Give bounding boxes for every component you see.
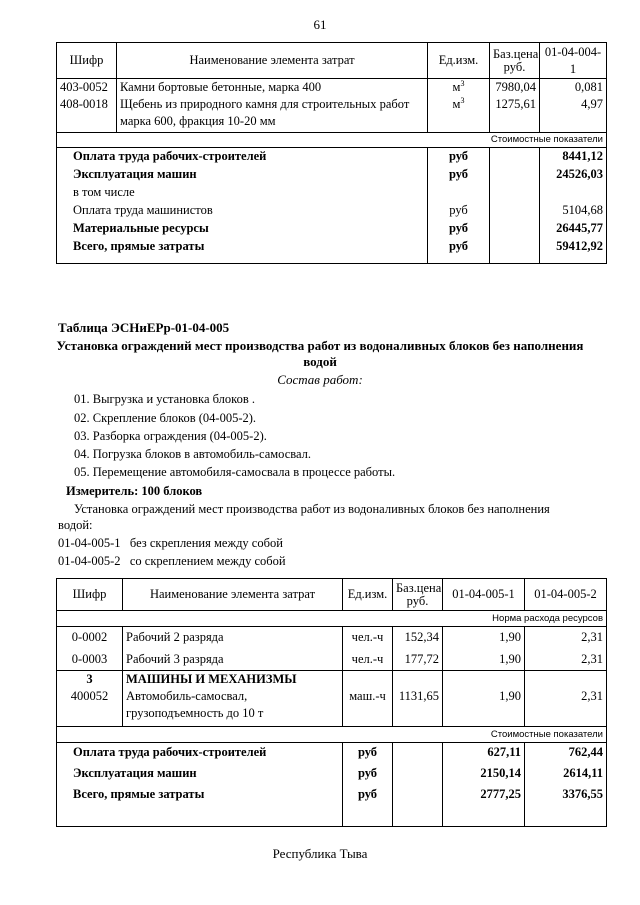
page-footer: Республика Тыва: [272, 846, 368, 861]
variant-item: [58, 536, 283, 551]
cost-unit: [428, 184, 490, 202]
cost-row: [57, 220, 607, 238]
row-value-2: 2,31: [525, 627, 607, 649]
header-code: Шифр: [57, 579, 123, 611]
cost-label: Эксплуатация машин: [57, 763, 343, 784]
cost-value-1: 2150,14: [443, 763, 525, 784]
row-code: 0-0002: [57, 627, 123, 649]
cost-value: 59412,92: [540, 238, 607, 264]
cost-value-2: 3376,55: [525, 784, 607, 826]
cost-label: Всего, прямые затраты: [57, 784, 343, 826]
description-line1: Установка ограждений мест производства работ из водоналивных блоков без наполнения: [74, 502, 550, 516]
work-step: 03. Разборка ограждения (04-005-2).: [74, 429, 267, 443]
resource-table-1: [56, 42, 607, 264]
work-step: 05. Перемещение автомобиля-самосвала в процессе работы.: [74, 465, 396, 479]
header-name: Наименование элемента затрат: [117, 43, 428, 79]
row-value: 4,97: [540, 96, 607, 133]
row-value-2: 2,31: [525, 649, 607, 671]
row-unit: $м^3$: [428, 96, 490, 133]
variant-item: [58, 554, 286, 569]
group-name: МАШИНЫ И МЕХАНИЗМЫ: [123, 671, 343, 689]
cost-label: Оплата труда рабочих-строителей: [57, 742, 343, 763]
cost-unit: руб: [343, 784, 393, 826]
resource-table-2: [56, 578, 607, 827]
table-title: Таблица ЭСНиЕРр-01-04-005: [58, 320, 230, 335]
header-price: Баз.цена руб.: [490, 43, 540, 79]
row-code: 403-0052: [57, 79, 117, 97]
section-heading-line1: Установка ограждений мест производства работ из водоналивных блоков без наполнения: [56, 338, 584, 353]
row-unit: чел.-ч: [343, 627, 393, 649]
work-step: 02. Скрепление блоков (04-005-2).: [74, 411, 257, 425]
cost-value: 8441,12: [540, 148, 607, 166]
row-code: 0-0003: [57, 649, 123, 671]
cost-value: [540, 184, 607, 202]
row-name: Автомобиль-самосвал, грузоподъемность до 10 т: [123, 688, 343, 726]
header-unit: Ед.изм.: [428, 43, 490, 79]
header-rate-2: 01-04-005-2: [525, 579, 607, 611]
variant-text: без скрепления между собой: [129, 536, 283, 550]
cost-row: [57, 148, 607, 166]
measure-unit: Измеритель: 100 блоков: [66, 484, 203, 498]
row-name: Рабочий 3 разряда: [123, 649, 343, 671]
cost-value-2: 762,44: [525, 742, 607, 763]
cost-label: Материальные ресурсы: [57, 220, 428, 238]
variant-code: 01-04-005-1: [58, 536, 121, 550]
header-code: Шифр: [57, 43, 117, 79]
cost-label: Всего, прямые затраты: [57, 238, 428, 264]
row-value-2: 2,31: [525, 688, 607, 726]
cost-value-1: 2777,25: [443, 784, 525, 826]
variant-code: 01-04-005-2: [58, 554, 121, 568]
table-row: [57, 627, 607, 649]
row-price: 177,72: [393, 649, 443, 671]
row-price: 7980,04: [490, 79, 540, 97]
norm-section-label: Норма расхода ресурсов: [57, 611, 607, 627]
cost-value: 26445,77: [540, 220, 607, 238]
work-step: 04. Погрузка блоков в автомобиль-самосвал.: [74, 447, 312, 461]
row-unit: маш.-ч: [343, 688, 393, 726]
cost-unit: руб: [428, 166, 490, 184]
cost-unit: руб: [428, 220, 490, 238]
row-value-1: 1,90: [443, 627, 525, 649]
cost-section-label: Стоимостные показатели: [57, 133, 607, 148]
cost-section-label: Стоимостные показатели: [57, 726, 607, 742]
row-value: 0,081: [540, 79, 607, 97]
cost-unit: руб: [428, 148, 490, 166]
group-code: 3: [57, 671, 123, 689]
cost-label: в том числе: [57, 184, 428, 202]
header-rate-1: 01-04-004-1: [540, 43, 607, 79]
cost-row: [57, 763, 607, 784]
cost-label: Эксплуатация машин: [57, 166, 428, 184]
section-heading-line2: водой: [303, 354, 337, 369]
header-price: Баз.цена руб.: [393, 579, 443, 611]
row-code: 408-0018: [57, 96, 117, 133]
row-name: Щебень из природного камня для строительных работ марка 600, фракция 10-20 мм: [117, 96, 428, 133]
description-line2: водой:: [58, 518, 93, 532]
row-name: Камни бортовые бетонные, марка 400: [117, 79, 428, 97]
header-name: Наименование элемента затрат: [123, 579, 343, 611]
table-row: [57, 649, 607, 671]
cost-value: 24526,03: [540, 166, 607, 184]
row-value-1: 1,90: [443, 688, 525, 726]
header-unit: Ед.изм.: [343, 579, 393, 611]
table-row: [57, 96, 607, 133]
table-row: [57, 688, 607, 726]
row-code: 400052: [57, 688, 123, 726]
cost-value-1: 627,11: [443, 742, 525, 763]
work-step: 01. Выгрузка и установка блоков .: [74, 392, 255, 406]
cost-row: [57, 166, 607, 184]
header-rate-1: 01-04-005-1: [443, 579, 525, 611]
cost-value: 5104,68: [540, 202, 607, 220]
table-row: [57, 79, 607, 97]
cost-row: [57, 238, 607, 264]
row-name: Рабочий 2 разряда: [123, 627, 343, 649]
cost-row: [57, 184, 607, 202]
row-price: 1275,61: [490, 96, 540, 133]
variant-text: со скреплением между собой: [129, 554, 286, 568]
cost-row: [57, 202, 607, 220]
cost-label: Оплата труда машинистов: [57, 202, 428, 220]
cost-row: [57, 742, 607, 763]
row-unit: $м^3$: [428, 79, 490, 97]
cost-unit: руб: [343, 742, 393, 763]
cost-unit: руб: [428, 238, 490, 264]
row-value-1: 1,90: [443, 649, 525, 671]
cost-value-2: 2614,11: [525, 763, 607, 784]
cost-row: [57, 784, 607, 826]
row-unit: чел.-ч: [343, 649, 393, 671]
composition-title: Состав работ:: [277, 372, 363, 387]
cost-unit: руб: [343, 763, 393, 784]
row-price: 152,34: [393, 627, 443, 649]
group-row: [57, 671, 607, 689]
cost-label: Оплата труда рабочих-строителей: [57, 148, 428, 166]
row-price: 1131,65: [393, 688, 443, 726]
cost-unit: руб: [428, 202, 490, 220]
page-number: 61: [313, 17, 327, 32]
